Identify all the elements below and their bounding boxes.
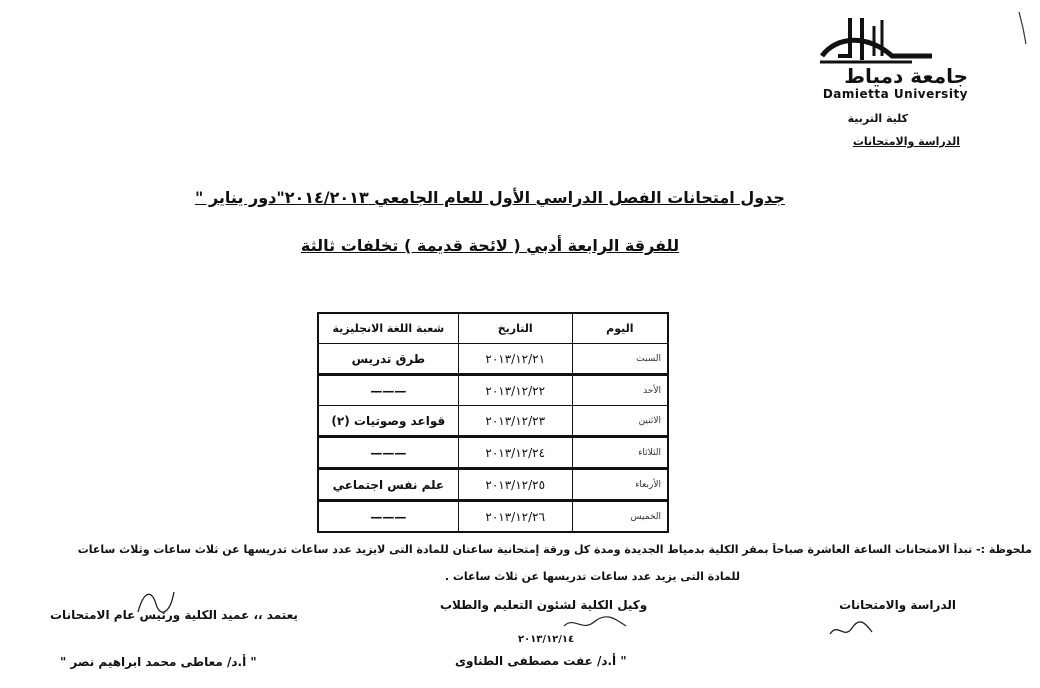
dean-title: يعتمد ،، عميد الكلية ورئيس عام الامتحانات xyxy=(50,608,298,622)
pen-mark xyxy=(1016,10,1030,50)
row-day: الأربعاء xyxy=(572,469,668,501)
row-date: ٢٠١٣/١٢/٢٥ xyxy=(458,469,572,501)
vice-dean-title: وكيل الكلية لشئون التعليم والطلاب xyxy=(440,598,648,612)
document-title: جدول امتحانات الفصل الدراسي الأول للعام الجامعي ٢٠١٤/٢٠١٣"دور يناير " xyxy=(195,188,785,207)
table-row xyxy=(318,437,668,469)
exam-schedule-table xyxy=(317,312,669,533)
note-line-2: للمادة التى يزيد عدد ساعات تدريسها عن ثلاث ساعات . xyxy=(444,570,740,583)
faculty-name: كلية التربية xyxy=(847,112,908,125)
studies-signature-title: الدراسة والامتحانات xyxy=(839,598,956,612)
table-row xyxy=(318,469,668,501)
document-subtitle: للفرقة الرابعة أدبي ( لائحة قديمة ) تخلفات ثالثة xyxy=(300,236,680,255)
note-line-1: ملحوظة :- تبدأ الامتحانات الساعة العاشرة صباحاً بمقر الكلية بدمياط الجديدة ومدة كل ورقة إمتحانية ساعتان للمادة التى لايزيد عدد ساعات تدريسها عن ثلاث ساعات وثلاث ساعات xyxy=(77,543,1032,556)
row-day: الخميس xyxy=(572,501,668,533)
row-subject: ——— xyxy=(318,375,458,406)
table-row xyxy=(318,501,668,533)
handwritten-date: ٢٠١٣/١٢/١٤ xyxy=(518,634,575,645)
table-row xyxy=(318,406,668,437)
row-day: الأحد xyxy=(572,375,668,406)
row-subject: طرق تدريس xyxy=(318,344,458,375)
row-day: الاثنين xyxy=(572,406,668,437)
row-date: ٢٠١٣/١٢/٢٦ xyxy=(458,501,572,533)
row-date: ٢٠١٣/١٢/٢٣ xyxy=(458,406,572,437)
row-subject: ——— xyxy=(318,501,458,533)
row-day: السبت xyxy=(572,344,668,375)
row-subject: قواعد وصوتيات (٢) xyxy=(318,406,458,437)
dean-name: " أ.د/ معاطى محمد ابراهيم نصر " xyxy=(60,655,257,669)
row-date: ٢٠١٣/١٢/٢٤ xyxy=(458,437,572,469)
signature-scribble-icon xyxy=(826,616,876,642)
university-name-arabic: جامعة دمياط xyxy=(844,64,968,88)
header-subject: شعبة اللغة الانجليزية xyxy=(318,313,458,344)
row-date: ٢٠١٣/١٢/٢١ xyxy=(458,344,572,375)
table-row xyxy=(318,375,668,406)
row-subject: علم نفس اجتماعي xyxy=(318,469,458,501)
header-date: التاريخ xyxy=(458,313,572,344)
signature-scribble-icon xyxy=(130,586,180,616)
row-date: ٢٠١٣/١٢/٢٢ xyxy=(458,375,572,406)
signature-scribble-icon xyxy=(560,612,630,636)
department-name: الدراسة والامتحانات xyxy=(852,135,960,148)
table-row xyxy=(318,344,668,375)
table-header-row xyxy=(318,313,668,344)
row-subject: ——— xyxy=(318,437,458,469)
university-name-english: Damietta University xyxy=(822,87,968,101)
row-day: الثلاثاء xyxy=(572,437,668,469)
vice-dean-name: " أ.د/ عفت مصطفى الطناوى xyxy=(455,654,627,668)
header-day: اليوم xyxy=(572,313,668,344)
